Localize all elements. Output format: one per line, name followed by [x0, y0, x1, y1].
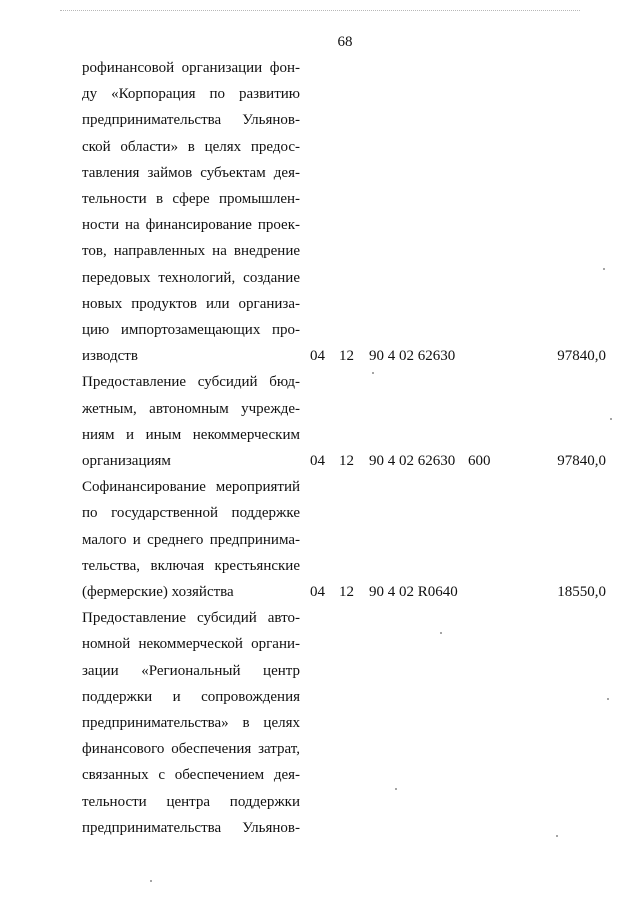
row-description: зации «Региональный центр: [82, 662, 300, 679]
row-description: организациям: [82, 453, 171, 469]
table-row: [0, 579, 640, 605]
table-row: [0, 396, 640, 422]
row-description: новых продуктов или организа-: [82, 295, 300, 312]
table-row: [0, 684, 640, 710]
table-row: [0, 631, 640, 657]
table-row: [0, 527, 640, 553]
table-row: [0, 553, 640, 579]
row-description: цию импортозамещающих про-: [82, 322, 300, 338]
row-description: Предоставление субсидий бюд-: [82, 374, 300, 391]
row-description: Софинансирование мероприятий: [82, 479, 300, 496]
scan-speck: [150, 880, 152, 882]
table-row: [0, 317, 640, 343]
amount: 18550,0: [557, 584, 606, 600]
table-row: [0, 605, 640, 631]
target-article-code: 90 4 02 R0640: [369, 584, 458, 600]
table-row: [0, 448, 640, 474]
section-code: 04: [310, 348, 325, 365]
table-row: [0, 369, 640, 395]
target-article-code: 90 4 02 62630: [369, 453, 456, 469]
row-description: поддержки и сопровождения: [82, 688, 300, 705]
row-description: по государственной поддержке: [82, 505, 300, 522]
scan-speck: [440, 632, 442, 634]
table-row: [0, 422, 640, 448]
row-description: тельности центра поддержки: [82, 793, 300, 810]
row-description: ниям и иным некоммерческим: [82, 426, 300, 443]
table-row: [0, 291, 640, 317]
row-description: ской области» в целях предос-: [82, 138, 300, 155]
row-description: тавления займов субъектам дея-: [82, 164, 300, 181]
row-description: изводств: [82, 348, 138, 365]
target-article-code: 90 4 02 62630: [369, 348, 456, 365]
amount: 97840,0: [557, 453, 606, 469]
table-row: [0, 710, 640, 736]
section-code: 04: [310, 584, 325, 600]
row-description: передовых технологий, создание: [82, 269, 300, 286]
table-row: [0, 343, 640, 369]
row-description: ности на финансирование проек-: [82, 217, 300, 234]
subsection-code: 12: [339, 584, 354, 600]
table-row: [0, 762, 640, 788]
row-description: Предоставление субсидий авто-: [82, 610, 300, 627]
table-row: [0, 134, 640, 160]
row-description: малого и среднего предпринима-: [82, 531, 300, 548]
row-description: номной некоммерческой органи-: [82, 636, 300, 653]
table-row: [0, 186, 640, 212]
table-row: [0, 736, 640, 762]
page-number: 68: [337, 34, 353, 50]
row-description: ду «Корпорация по развитию: [82, 86, 300, 103]
table-row: [0, 500, 640, 526]
row-description: рофинансовой организации фон-: [82, 60, 300, 76]
table-row: [0, 55, 640, 81]
row-description: финансового обеспечения затрат,: [82, 741, 300, 758]
row-description: предпринимательства Ульянов-: [82, 112, 300, 129]
table-row: [0, 107, 640, 133]
row-description: тов, направленных на внедрение: [82, 243, 300, 260]
table-row: [0, 238, 640, 264]
row-description: предпринимательства» в целях: [82, 715, 300, 731]
scan-edge-noise: [60, 10, 580, 12]
row-description: (фермерские) хозяйства: [82, 584, 234, 600]
expense-type-code: 600: [468, 453, 491, 469]
table-row: [0, 658, 640, 684]
scan-speck: [372, 372, 374, 374]
scan-speck: [603, 268, 605, 270]
row-description: связанных с обеспечением дея-: [82, 767, 300, 784]
row-description: предпринимательства Ульянов-: [82, 819, 300, 836]
table-row: [0, 789, 640, 815]
table-row: [0, 265, 640, 291]
table-row: [0, 474, 640, 500]
subsection-code: 12: [339, 453, 354, 469]
subsection-code: 12: [339, 348, 354, 365]
table-row: [0, 81, 640, 107]
table-row: [0, 160, 640, 186]
row-description: тельности в сфере промышлен-: [82, 191, 300, 207]
scan-speck: [610, 418, 612, 420]
scan-speck: [556, 835, 558, 837]
section-code: 04: [310, 453, 325, 469]
scan-speck: [607, 698, 609, 700]
scan-speck: [395, 788, 397, 790]
row-description: тельства, включая крестьянские: [82, 557, 300, 574]
table-row: [0, 815, 640, 841]
table-row: [0, 212, 640, 238]
amount: 97840,0: [557, 348, 606, 365]
row-description: жетным, автономным учрежде-: [82, 400, 300, 417]
